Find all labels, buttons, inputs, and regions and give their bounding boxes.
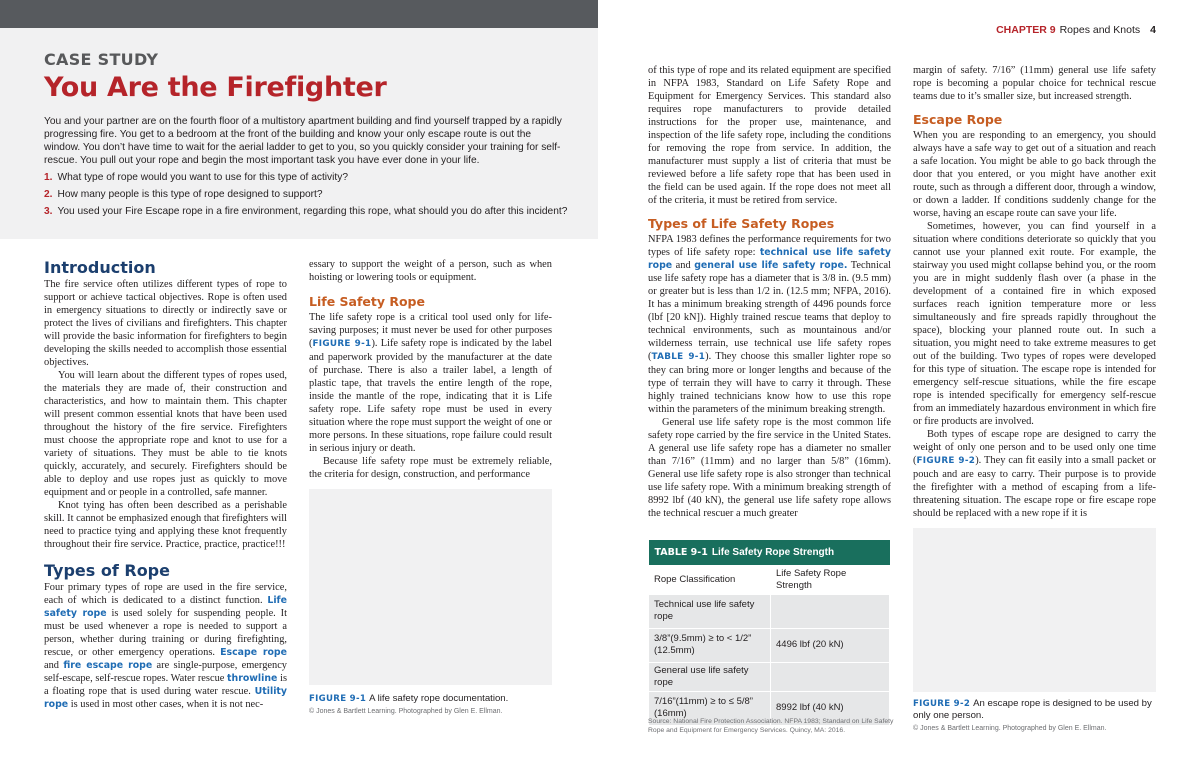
types-of-life-safety-ropes-heading: Types of Life Safety Ropes bbox=[648, 216, 835, 231]
figure-credit: © Jones & Bartlett Learning. Photographed by Glen E. Ellman. bbox=[309, 708, 503, 715]
figure-reference-link[interactable]: FIGURE 9-1 bbox=[312, 339, 372, 349]
table-cell: General use life safety rope bbox=[649, 662, 771, 691]
paragraph bbox=[309, 311, 552, 455]
table-cell: 3/8”(9.5mm) ≥ to < 1/2” (12.5mm) bbox=[649, 628, 771, 662]
text-run: The life safety rope is a critical tool used only for life-saving purposes; it must never be used for other purposes ( bbox=[309, 312, 552, 349]
figure-9-1-image bbox=[309, 489, 552, 685]
text-run: is a floating rope that is used during water rescue. bbox=[44, 673, 287, 697]
text-run: ). They choose this smaller lighter rope so they can bring more or longer lengths and because of the type of terrain they will have to carry it through. These highly trained technicians know how to use this rope within the parameters of the minimum breaking strength. bbox=[648, 351, 891, 415]
question-item bbox=[44, 171, 584, 188]
text-run: ). Life safety rope is indicated by the label and paperwork provided by the manufacturer at the date of purchase. There is also a trailer label, a length of plastic tape, that travels the entire length of the rope, inside the mantle of the rope, indicating that it is Life safety rope. Life safety rope must be used in every situation where the rope must support the weight of one or more persons. In these situations, rope failure could result in serious injury or death. bbox=[309, 338, 552, 454]
column-4 bbox=[913, 64, 1156, 520]
table-label: TABLE 9-1 bbox=[654, 546, 708, 558]
table-row bbox=[649, 628, 890, 662]
keyword-escape-rope[interactable]: Escape rope bbox=[220, 647, 287, 658]
text-run: and bbox=[675, 260, 691, 271]
table-title bbox=[649, 540, 890, 565]
table-row bbox=[649, 594, 890, 628]
table-9-1 bbox=[648, 540, 890, 726]
question-item bbox=[44, 205, 584, 222]
page-number: 4 bbox=[1150, 24, 1156, 36]
figure-9-2-caption bbox=[913, 698, 1156, 734]
table-cell: 7/16”(11mm) ≥ to ≤ 5/8” (16mm) bbox=[649, 691, 771, 725]
table-cell: 8992 lbf (40 kN) bbox=[771, 691, 890, 725]
chapter-title: Ropes and Knots bbox=[1059, 24, 1141, 36]
paragraph: of this type of rope and its related equipment are specified in NFPA 1983, Standard on Life Safety Rope and Equipment for Emergency Services. This standard also requires rope manufacturers to provide detailed instructions for the proper use, maintenance, and inspection of the life safety rope, including the conditions for removing the rope from service. In addition, the manufacturer must supply a list of criteria that must be reviewed before a life safety rope that has been used in the field can be used again. If the rope does not meet all of the criteria, it must be retired from service. bbox=[648, 65, 891, 206]
column-3 bbox=[648, 64, 891, 520]
text-run: is used solely for suspending people. It must be used whenever a rope is needed to support a person, whether during training or during firefighting, rescue, or other emergency operations. bbox=[44, 608, 287, 658]
chapter-label: CHAPTER 9 bbox=[996, 24, 1056, 36]
text-run: NFPA 1983 defines the performance requirements for two types of life safety rope: bbox=[648, 234, 891, 258]
case-study-questions bbox=[44, 171, 584, 222]
table-cell bbox=[771, 662, 890, 691]
text-run: Both types of escape rope are designed to carry the weight of only one person and to be used only one time ( bbox=[913, 429, 1156, 466]
question-text: What type of rope would you want to use for this type of activity? bbox=[57, 172, 348, 183]
figure-label: FIGURE 9-2 bbox=[913, 699, 971, 709]
introduction-heading: Introduction bbox=[44, 258, 156, 277]
case-study-title: You Are the Firefighter bbox=[44, 72, 387, 103]
paragraph bbox=[913, 428, 1156, 520]
text-run: ). They can fit easily into a small packet or pouch and are easy to carry. Their purpose is to provide the firefighter with a method of escaping from a life-threatening situation. The escape rope or fire escape rope should be replaced with a new rope if it is bbox=[913, 455, 1156, 519]
question-item bbox=[44, 188, 584, 205]
case-study-text: You and your partner are on the fourth floor of a multistory apartment building and find yourself trapped by a rapidly progressing fire. You get to a bedroom at the front of the building and know your only escape route is out the window. You don’t have time to wait for the aerial ladder to get to you, so you quickly consider your training for self-rescue. You pull out your rope and begin the most important task you have ever done in your life. bbox=[44, 116, 562, 166]
question-number: 3. bbox=[44, 206, 53, 217]
table-cell: Technical use life safety rope bbox=[649, 594, 771, 628]
figure-9-1-caption bbox=[309, 693, 552, 717]
keyword-throwline[interactable]: throwline bbox=[227, 673, 278, 684]
paragraph: Because life safety rope must be extremely reliable, the criteria for design, construction, and performance bbox=[309, 456, 552, 480]
text-run: and bbox=[44, 660, 60, 671]
table-title-text: Life Safety Rope Strength bbox=[711, 546, 835, 558]
figure-caption-text: A life safety rope documentation. bbox=[369, 693, 509, 704]
table-header-row bbox=[649, 540, 890, 565]
paragraph bbox=[648, 233, 891, 416]
keyword-utility-rope[interactable]: Utility rope bbox=[44, 686, 287, 710]
column-header: Life Safety Rope Strength bbox=[771, 565, 890, 594]
column-2 bbox=[309, 258, 552, 481]
types-of-rope-heading: Types of Rope bbox=[44, 561, 170, 580]
table-cell bbox=[771, 594, 890, 628]
case-study-label: CASE STUDY bbox=[44, 50, 159, 69]
table-row bbox=[649, 662, 890, 691]
paragraph: margin of safety. 7/16” (11mm) general use life safety rope is becoming a popular choice for technical rescue teams due to it’s smaller size, but increased strength. bbox=[913, 65, 1156, 102]
figure-reference-link[interactable]: FIGURE 9-2 bbox=[916, 456, 976, 466]
figure-credit: © Jones & Bartlett Learning. Photographed by Glen E. Ellman. bbox=[913, 725, 1107, 732]
life-safety-rope-heading: Life Safety Rope bbox=[309, 294, 425, 309]
keyword-technical-use-rope[interactable]: technical use life safety rope bbox=[648, 247, 892, 271]
keyword-general-use-rope[interactable]: general use life safety rope. bbox=[694, 260, 848, 271]
question-number: 2. bbox=[44, 189, 53, 200]
question-number: 1. bbox=[44, 172, 53, 183]
question-text: You used your Fire Escape rope in a fire environment, regarding this rope, what should you do after this incident? bbox=[57, 206, 568, 217]
question-text: How many people is this type of rope designed to support? bbox=[57, 189, 323, 200]
table-source-note: Source: National Fire Protection Association. NFPA 1983; Standard on Life Safety Rope and Equipment for Emergency Services. Quincy, MA: 2016. bbox=[648, 718, 894, 734]
column-1 bbox=[44, 258, 287, 711]
paragraph: General use life safety rope is the most common life safety rope carried by the fire service in the United States. A general use life safety rope has a diameter no smaller than 7/16” (11mm) and no larger than 5/8” (16mm). General use life safety rope is also stronger than technical use life safety rope. With a minimum breaking strength of 8992 lbf (40 kN), the general use life safety rope allows the technical rescuer a much greater bbox=[648, 417, 891, 519]
running-header bbox=[996, 24, 1156, 36]
keyword-fire-escape-rope[interactable]: fire escape rope bbox=[63, 660, 153, 671]
paragraph: The fire service often utilizes different types of rope to support or achieve tactical objectives. Rope is often used in emergency situations to directly or indirectly save or protect the lives of civilians and firefighters. This chapter will provide the basic information for firefighters to begin developing the skills needed to accomplish those essential objectives. bbox=[44, 279, 287, 368]
paragraph bbox=[44, 581, 287, 711]
table-column-header-row bbox=[649, 565, 890, 594]
paragraph: essary to support the weight of a person, such as when hoisting or lowering tools or equipment. bbox=[309, 259, 552, 283]
paragraph: Knot tying has often been described as a perishable skill. It cannot be emphasized enough that firefighters will need to practice tying and applying these knot frequently throughout their fire service. Practice, practice, practice!!! bbox=[44, 500, 287, 550]
paragraph: Sometimes, however, you can find yourself in a situation where conditions deteriorate so quickly that you cannot use your planned exit route. For example, the stairway you used might collapse behind you, or the room you are in might suddenly flash over (a phase in the development of a contained fire in which exposed surfaces reach ignition temperature more or less simultaneously and fire spreads rapidly throughout the space), blocking your planned route out. In such a situation, you might need to take extreme measures to get out of the building. Two types of ropes were developed for this type of situation. The escape rope is intended for emergency self-rescue situations, while the fire escape rope is intended specifically for emergency self-rescue from an immediately hazardous environment in which fire or fire products are involved. bbox=[913, 221, 1156, 427]
paragraph: When you are responding to an emergency, you should always have a safe way to get out of a situation and reach a safe location. You might be able to go back through the door that you entered, or you might have another exit route, such as through a different door, through a window, or down a ladder. If conditions suddenly change for the worse, having an escape route can save your life. bbox=[913, 130, 1156, 219]
text-run: are single-purpose, emergency self-escape, self-rescue ropes. Water rescue bbox=[44, 660, 287, 684]
table-cell: 4496 lbf (20 kN) bbox=[771, 628, 890, 662]
figure-label: FIGURE 9-1 bbox=[309, 694, 367, 704]
column-header: Rope Classification bbox=[649, 565, 771, 594]
table-reference-link[interactable]: TABLE 9-1 bbox=[651, 352, 706, 362]
escape-rope-heading: Escape Rope bbox=[913, 112, 1003, 127]
keyword-life-safety-rope[interactable]: Life safety rope bbox=[44, 595, 287, 619]
text-run: Four primary types of rope are used in the fire service, each of which is dedicated to a distinct function. bbox=[44, 582, 287, 606]
text-run: is used in most other cases, when it is not nec- bbox=[70, 699, 264, 710]
top-bar bbox=[0, 0, 598, 28]
figure-9-2-image bbox=[913, 528, 1156, 692]
paragraph: You will learn about the different types of ropes used, the materials they are made of, their construction and characteristics, and how to maintain them. This chapter will present common essential knots that have been used throughout the history of the fire service. Firefighters must choose the appropriate rope and knot to use for a variety of situations. They must be able to tie knots quickly, accurately, and securely. Firefighters should be able to deploy and use ropes just as quickly to move equipment and or people in a controlled, safe manner. bbox=[44, 370, 287, 498]
figure-caption-text: An escape rope is designed to be used by only one person. bbox=[913, 698, 1152, 721]
text-run: Technical use life safety rope has a diameter that is 3/8 in. (9.5 mm) or greater but is less than 1/2 in. (12.5 mm; NFPA, 2016). It has a minimum breaking strength of 4496 pounds force (lbf [20 kN]). Highly trained rescue teams that deploy to technical environments, such as mountainous and/or wilderness terrain, use technical use life safety ropes ( bbox=[648, 260, 891, 362]
